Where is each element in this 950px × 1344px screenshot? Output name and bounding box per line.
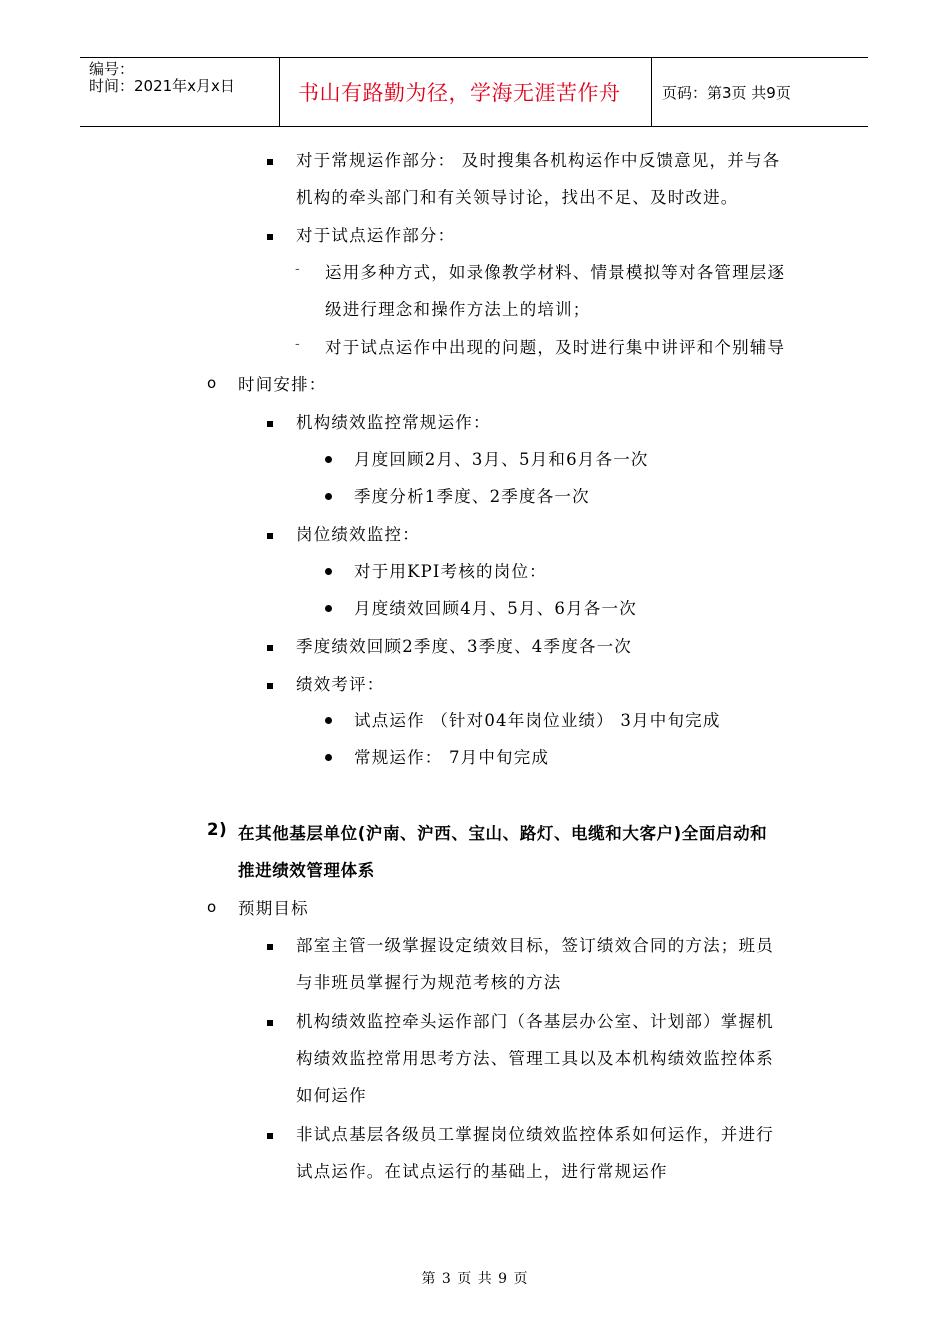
text-line: 预期目标 (238, 899, 309, 918)
square-bullet-icon (267, 639, 273, 655)
square-bullet-icon (267, 527, 273, 543)
section-number: 2) (207, 820, 228, 839)
text-line: 常规运作： 7月中旬完成 (354, 748, 550, 767)
circle-bullet-icon: o (207, 898, 217, 916)
dot-bullet-icon (325, 451, 332, 467)
section-heading: 在其他基层单位(沪南、沪西、宝山、路灯、电缆和大客户)全面启动和 (238, 824, 768, 843)
square-bullet-icon (267, 228, 273, 244)
dash-bullet-icon: - (295, 337, 300, 352)
dot-bullet-icon (325, 563, 332, 579)
header-meta (80, 58, 280, 126)
dot-bullet-icon (325, 749, 332, 765)
text-line: 时间安排： (238, 375, 327, 394)
text-line: 机构绩效监控牵头运作部门（各基层办公室、计划部）掌握机 (296, 1012, 774, 1031)
text-line: 机构的牵头部门和有关领导讨论，找出不足、及时改进。 (296, 188, 739, 207)
dot-bullet-icon (325, 712, 332, 728)
text-line: 月度绩效回顾4月、5月、6月各一次 (354, 599, 637, 618)
square-bullet-icon (267, 938, 273, 954)
text-line: 运用多种方式，如录像教学材料、情景模拟等对各管理层逐 (325, 263, 786, 282)
text-line: 构绩效监控常用思考方法、管理工具以及本机构绩效监控体系 (296, 1049, 774, 1068)
dash-bullet-icon: - (295, 262, 300, 277)
square-bullet-icon (267, 677, 273, 693)
square-bullet-icon (267, 153, 273, 169)
square-bullet-icon (267, 1014, 273, 1030)
text-line: 非试点基层各级员工掌握岗位绩效监控体系如何运作，并进行 (296, 1125, 774, 1144)
text-line: 机构绩效监控常规运作： (296, 413, 491, 432)
circle-bullet-icon: o (207, 374, 217, 392)
header-page-info: 页码：第3页 共9页 (662, 83, 791, 102)
text-line: 对于试点运作中出现的问题，及时进行集中讲评和个别辅导 (325, 338, 786, 357)
text-line: 试点运作。在试点运行的基础上，进行常规运作 (296, 1162, 668, 1181)
text-line: 季度绩效回顾2季度、3季度、4季度各一次 (296, 637, 632, 656)
section-heading: 推进绩效管理体系 (238, 861, 375, 880)
text-line: 与非班员掌握行为规范考核的方法 (296, 973, 562, 992)
page-footer: 第 3 页 共 9 页 (421, 1271, 529, 1287)
text-line: 级进行理念和操作方法上的培训； (325, 300, 591, 319)
header-motto: 书山有路勤为径，学海无涯苦作舟 (280, 58, 652, 126)
text-line: 部室主管一级掌握设定绩效目标，签订绩效合同的方法；班员 (296, 936, 774, 955)
text-line: 岗位绩效监控： (296, 525, 420, 544)
text-line: 对于用KPI考核的岗位： (354, 562, 547, 581)
text-line: 对于试点运作部分： (296, 226, 456, 245)
text-line: 如何运作 (296, 1086, 367, 1105)
text-line: 月度回顾2月、3月、5月和6月各一次 (354, 450, 649, 469)
page-header (80, 57, 868, 127)
code-label: 编号： (89, 60, 135, 78)
square-bullet-icon (267, 415, 273, 431)
text-line: 试点运作 （针对04年岗位业绩） 3月中旬完成 (354, 711, 721, 730)
dot-bullet-icon (325, 600, 332, 616)
text-line: 对于常规运作部分： 及时搜集各机构运作中反馈意见，并与各 (296, 151, 781, 170)
square-bullet-icon (267, 1127, 273, 1143)
time-label: 时间：2021年x月x日 (89, 77, 235, 95)
dot-bullet-icon (325, 488, 332, 504)
text-line: 季度分析1季度、2季度各一次 (354, 487, 590, 506)
text-line: 绩效考评： (296, 675, 385, 694)
